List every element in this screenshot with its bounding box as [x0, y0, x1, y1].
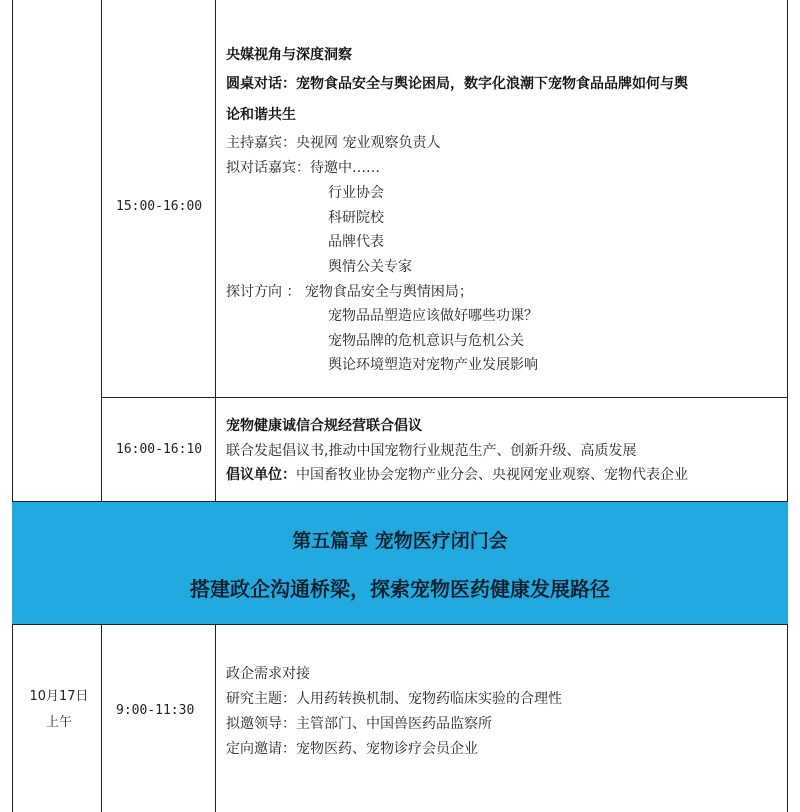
- row-divider-top: [12, 624, 788, 625]
- session-time: 9:00-11:30: [116, 703, 195, 718]
- roundtable-title-line2: 论和谐共生: [226, 107, 296, 123]
- date-period: 上午: [45, 715, 72, 730]
- chapter-banner: [12, 502, 788, 624]
- guests-label: 拟对话嘉宾：待邀中……: [226, 160, 380, 176]
- chapter-subtitle: 搭建政企沟通桥梁，探索宠物医药健康发展路径: [190, 577, 610, 601]
- session-time: 15:00-16:00: [116, 199, 203, 214]
- guest-item: 舆情公关专家: [328, 259, 412, 275]
- table-border-right: [787, 0, 788, 502]
- topic-item: 宠物品品塑造应该做好哪些功课？: [328, 308, 538, 324]
- session-date: [9, 684, 109, 736]
- chapter-title: 第五篇章 宠物医疗闭门会: [292, 530, 508, 552]
- table-border-left: [12, 0, 13, 502]
- table-divider-date: [101, 0, 102, 502]
- topic-item: 宠物品牌的危机意识与危机公关: [328, 333, 524, 349]
- research-theme: 研究主题：人用药转换机制、宠物药临床实验的合理性: [226, 691, 562, 707]
- row-divider: [101, 397, 788, 398]
- initiator-line: [226, 464, 688, 484]
- guest-item: 行业协会: [328, 185, 384, 201]
- invited-leaders: 拟邀领导：主管部门、中国兽医药品监察所: [226, 716, 492, 732]
- roundtable-title-line1: 圆桌对话：宠物食品安全与舆论困局，数字化浪潮下宠物食品品牌如何与舆: [226, 76, 688, 92]
- table-border-right: [787, 624, 788, 812]
- session-description: 联合发起倡议书,推动中国宠物行业规范生产、创新升级、高质发展: [226, 443, 637, 459]
- session-title: 央媒视角与深度洞察: [226, 47, 352, 63]
- date-day: 10月17日: [29, 689, 89, 704]
- table-divider-time: [215, 0, 216, 502]
- topic-item: 舆论环境塑造对宠物产业发展影响: [328, 357, 538, 373]
- guest-item: 品牌代表: [328, 234, 384, 250]
- guest-item: 科研院校: [328, 210, 384, 226]
- host-line: 主持嘉宾：央视网 宠业观察负责人: [226, 135, 441, 151]
- topic-label: 探讨方向 ： 宠物食品安全与舆情困局；: [226, 284, 473, 300]
- session-title: 宠物健康诚信合规经营联合倡议: [226, 418, 422, 434]
- initiator-label: 倡议单位：: [226, 467, 296, 483]
- targeted-invite: 定向邀请：宠物医药、宠物诊疗会员企业: [226, 741, 478, 757]
- table-divider-time: [215, 624, 216, 812]
- initiator-units: 中国畜牧业协会宠物产业分会、央视网宠业观察、宠物代表企业: [296, 467, 688, 483]
- session-title: 政企需求对接: [226, 666, 310, 682]
- session-time: 16:00-16:10: [116, 442, 203, 457]
